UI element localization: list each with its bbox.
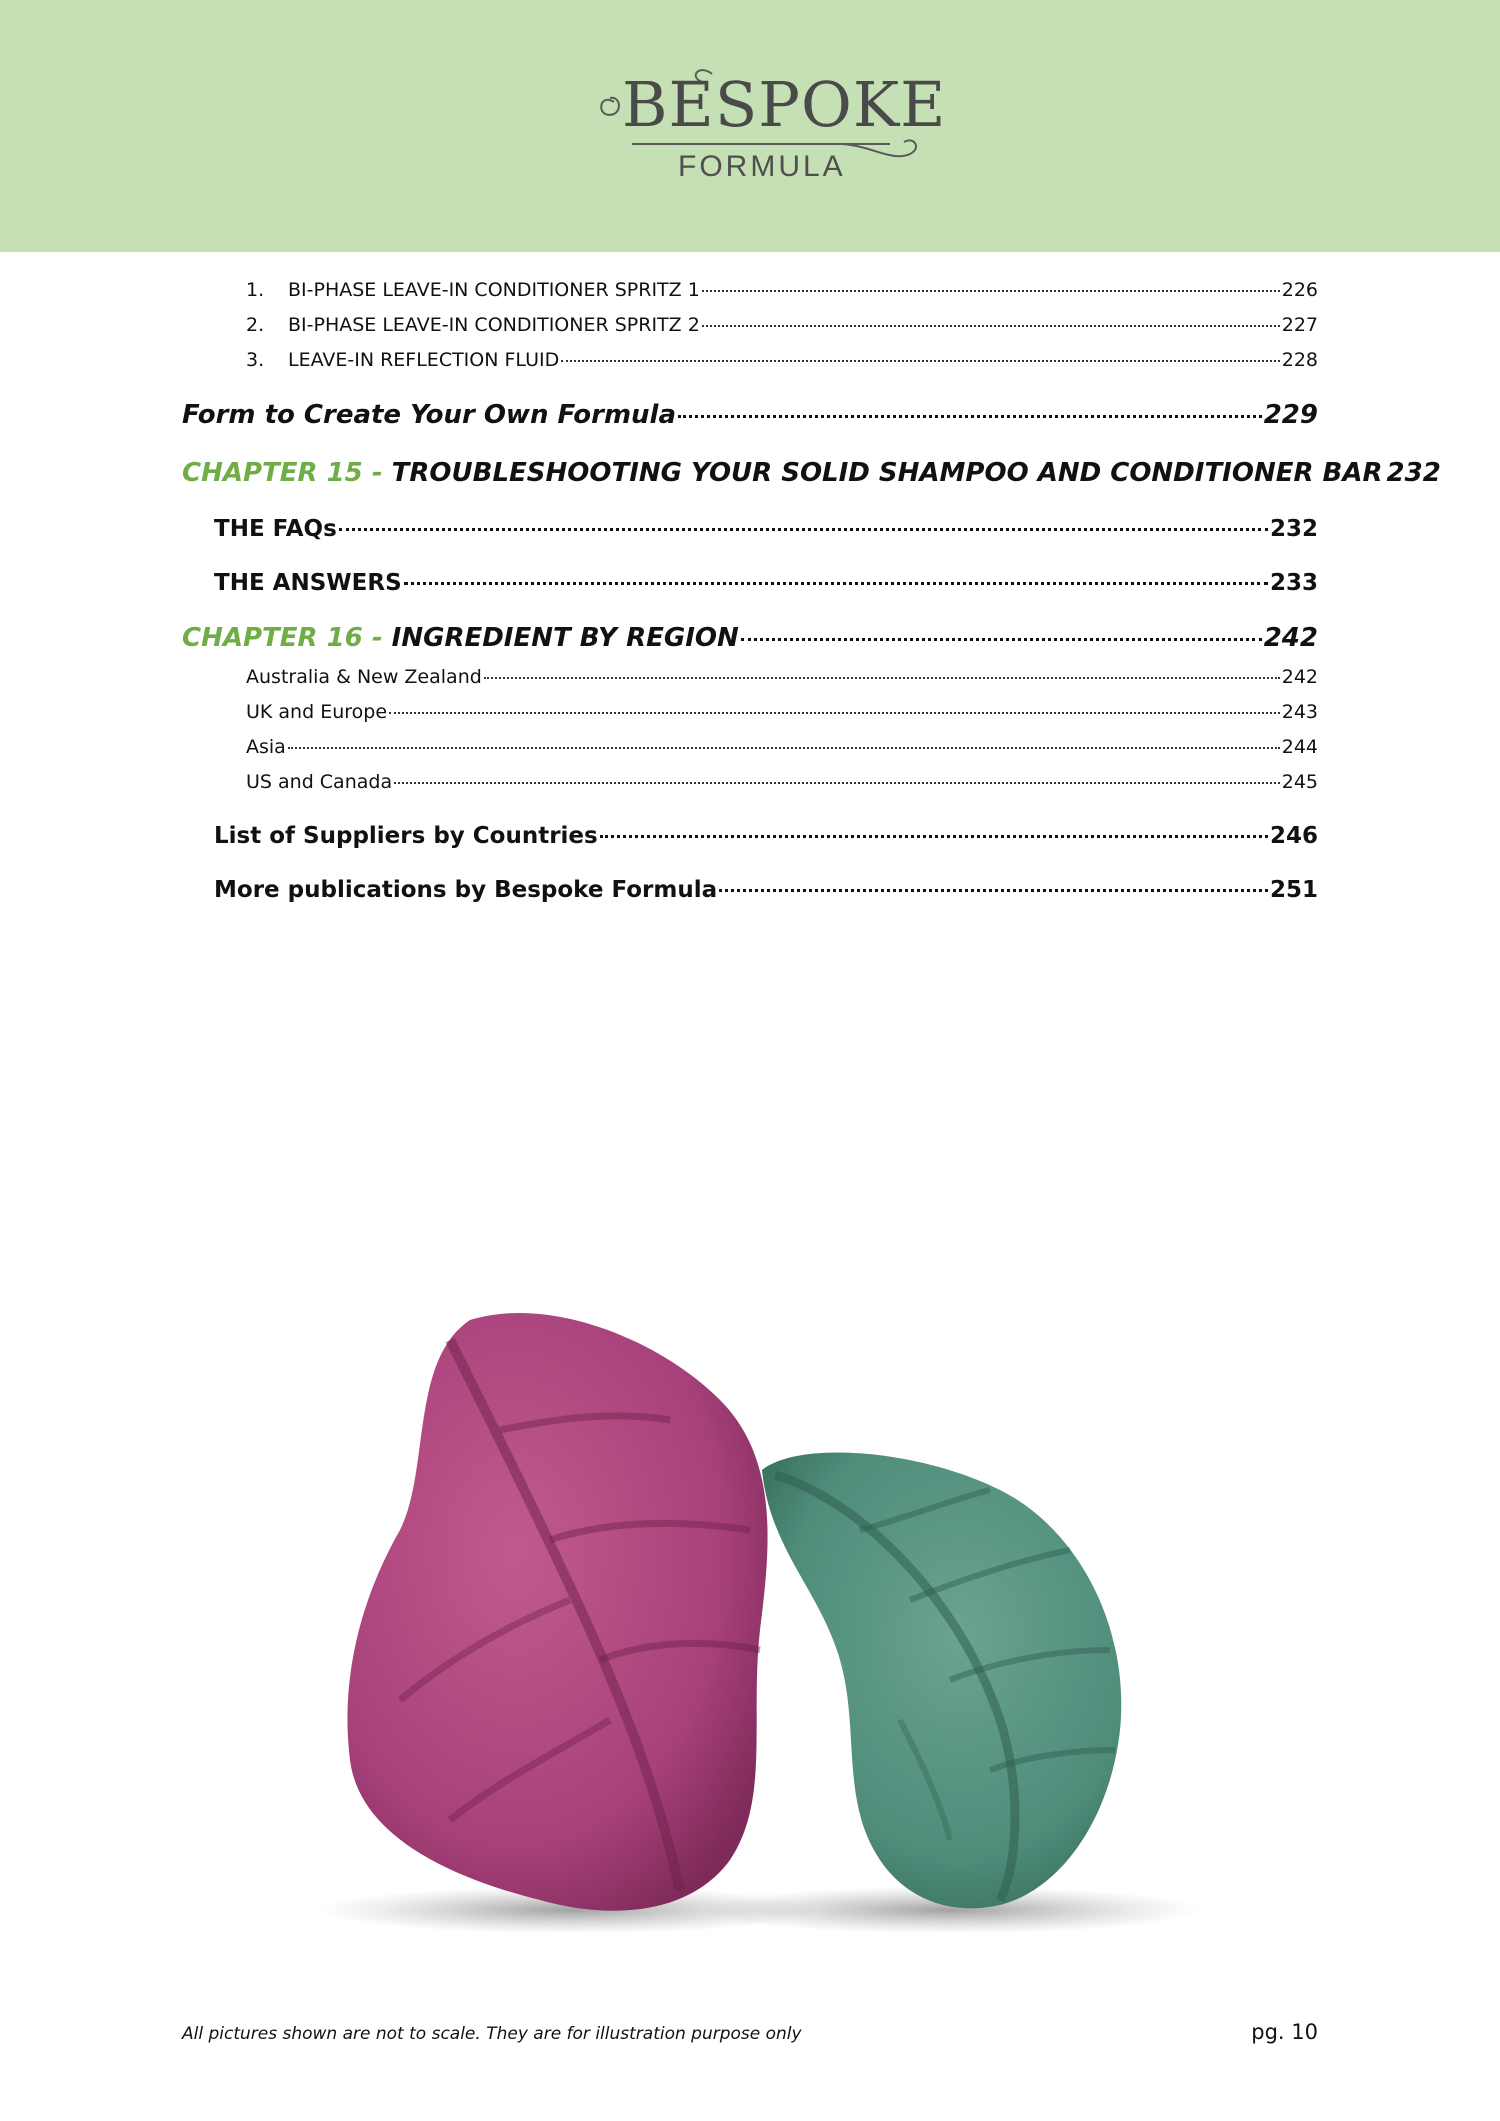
toc-page-number: 251 xyxy=(1269,877,1318,903)
toc-chapter-15[interactable] xyxy=(182,458,1441,488)
toc-entry-label: UK and Europe xyxy=(246,701,388,723)
dot-leader xyxy=(339,528,1268,531)
toc-item-label: BI-PHASE LEAVE-IN CONDITIONER SPRITZ 2 xyxy=(288,314,700,336)
page-number: pg. 10 xyxy=(1251,2020,1318,2044)
dot-leader xyxy=(404,582,1268,585)
pink-leaf-bar xyxy=(347,1313,767,1911)
dot-leader xyxy=(678,415,1262,418)
toc-entry-label: Australia & New Zealand xyxy=(246,666,482,688)
toc-item-number: 1. xyxy=(246,279,265,301)
chapter-prefix: CHAPTER 15 - xyxy=(182,458,392,488)
dot-leader xyxy=(484,677,1280,679)
chapter-title: TROUBLESHOOTING YOUR SOLID SHAMPOO AND CONDITIONER BAR xyxy=(391,458,1383,488)
toc-entry-label: US and Canada xyxy=(246,771,393,793)
toc-page-number: 245 xyxy=(1281,771,1318,793)
toc-entry-label: THE ANSWERS xyxy=(214,570,402,596)
toc-page-number: 229 xyxy=(1263,400,1318,430)
dot-leader xyxy=(389,712,1280,714)
dot-leader xyxy=(394,782,1280,784)
toc-chapter-16[interactable] xyxy=(182,623,1318,653)
toc-entry-label: Asia xyxy=(246,736,286,758)
toc-item-1[interactable] xyxy=(246,279,1318,301)
toc-form-entry[interactable] xyxy=(182,400,1318,430)
toc-page-number: 228 xyxy=(1281,349,1318,371)
toc-item-3[interactable] xyxy=(246,349,1318,371)
toc-region-item[interactable] xyxy=(246,701,1318,723)
toc-entry-label: THE FAQs xyxy=(214,516,337,542)
toc-region-item[interactable] xyxy=(246,736,1318,758)
chapter-title: INGREDIENT BY REGION xyxy=(391,623,739,653)
toc-page-number: 244 xyxy=(1281,736,1318,758)
dot-leader xyxy=(702,325,1280,327)
toc-answers[interactable] xyxy=(214,570,1318,596)
dot-leader xyxy=(741,638,1262,641)
green-leaf-bar xyxy=(762,1453,1121,1909)
toc-page-number: 232 xyxy=(1269,516,1318,542)
dot-leader xyxy=(288,747,1280,749)
toc-page-number: 233 xyxy=(1269,570,1318,596)
toc-page-number: 226 xyxy=(1281,279,1318,301)
page-header xyxy=(0,0,1500,252)
logo-wordmark: BESPOKE xyxy=(622,68,947,141)
toc-entry-label: List of Suppliers by Countries xyxy=(214,823,598,849)
dot-leader xyxy=(600,835,1268,838)
toc-region-item[interactable] xyxy=(246,771,1318,793)
toc-faqs[interactable] xyxy=(214,516,1318,542)
bespoke-formula-logo xyxy=(592,62,947,192)
toc-page-number: 242 xyxy=(1263,623,1318,653)
footer-disclaimer: All pictures shown are not to scale. They are for illustration purpose only xyxy=(182,2024,802,2044)
logo-subtitle: FORMULA xyxy=(678,150,846,183)
chapter-prefix: CHAPTER 16 - xyxy=(182,623,392,653)
shampoo-bars-image xyxy=(300,1300,1280,1950)
toc-entry-label: Form to Create Your Own Formula xyxy=(182,400,676,430)
toc-page-number: 243 xyxy=(1281,701,1318,723)
toc-page-number: 246 xyxy=(1269,823,1318,849)
toc-suppliers[interactable] xyxy=(214,823,1318,849)
toc-item-2[interactable] xyxy=(246,314,1318,336)
toc-publications[interactable] xyxy=(214,877,1318,903)
toc-page-number: 242 xyxy=(1281,666,1318,688)
toc-item-number: 3. xyxy=(246,349,265,371)
toc-page-number: 227 xyxy=(1281,314,1318,336)
toc-item-label: BI-PHASE LEAVE-IN CONDITIONER SPRITZ 1 xyxy=(288,279,700,301)
toc-region-item[interactable] xyxy=(246,666,1318,688)
dot-leader xyxy=(561,360,1280,362)
dot-leader xyxy=(702,290,1280,292)
toc-page-number: 232 xyxy=(1386,458,1441,488)
toc-item-number: 2. xyxy=(246,314,265,336)
toc-item-label: LEAVE-IN REFLECTION FLUID xyxy=(288,349,560,371)
dot-leader xyxy=(719,889,1268,892)
toc-entry-label: More publications by Bespoke Formula xyxy=(214,877,718,903)
